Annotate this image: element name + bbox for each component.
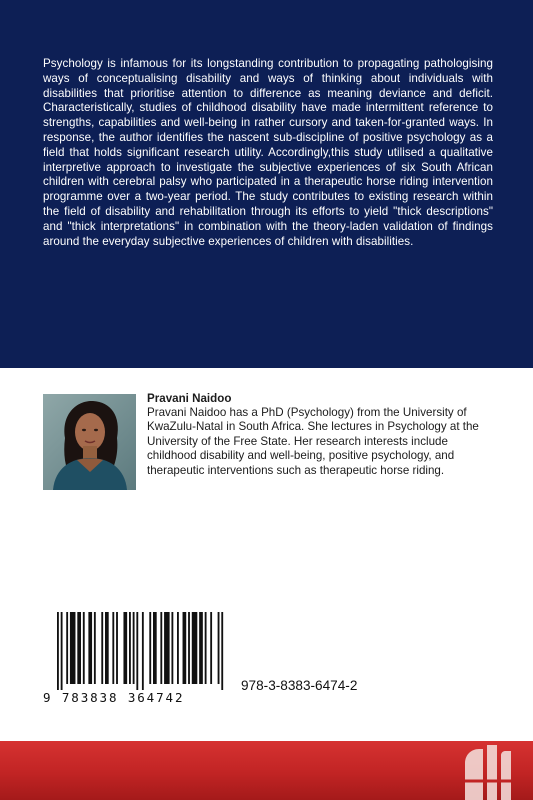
barcode-bar (57, 612, 59, 690)
barcode-bar (105, 612, 109, 684)
barcode-bar (129, 612, 131, 684)
barcode-bar (133, 612, 135, 684)
author-photo (43, 394, 136, 490)
barcode-bars (57, 612, 225, 690)
author-bio: Pravani Naidoo has a PhD (Psychology) from the University of KwaZulu-Natal in South Africa. She lectures in Psychology at the University of the Free State. Her research interests include childhood disability and well-being, positive psychology, and therapeutic interventions such as therapeutic horse riding. (147, 406, 479, 477)
barcode-bar (83, 612, 85, 684)
barcode-bar (171, 612, 173, 684)
barcode-bar (88, 612, 92, 684)
isbn-number: 978-3-8383-6474-2 (241, 678, 358, 693)
barcode-bar (210, 612, 212, 684)
barcode-bar (66, 612, 68, 684)
barcode-bar (116, 612, 118, 684)
barcode-bar (192, 612, 198, 684)
barcode-bar (136, 612, 138, 690)
publisher-logo-icon (457, 741, 519, 800)
barcode-bar (142, 612, 144, 690)
barcode-bar (101, 612, 103, 684)
author-name: Pravani Naidoo (147, 392, 232, 405)
barcode-bar (94, 612, 96, 684)
blurb-panel (0, 0, 533, 368)
barcode-bar (221, 612, 223, 690)
barcode-bar (183, 612, 187, 684)
barcode-bar (112, 612, 114, 684)
barcode-bar (218, 612, 220, 684)
book-blurb: Psychology is infamous for its longstanding contribution to propagating pathologising ways of conceptualising disability and ways of thinking about individuals with disabilities that prioritise attention to difference as meaning deviance and deficit. Characteristically, studies of childhood disability have made intermittent reference to strengths, capabilities and well-being in rather cursory and taken-for-granted ways. In response, the author identifies the nascent sub-discipline of positive psychology as a field that holds significant research utility. Accordingly,this study utilised a qualitative interpretive approach to investigate the subjective experiences of six South African children with cerebral palsy who participated in a therapeutic horse riding intervention programme over a two-year period. The study contributes to existing research within the field of disability and rehabilitation through its efforts to yield "thick descriptions" and "thick interpretations" in combination with the theory-laden validation of findings around the everyday subjective experiences of children with disabilities. (43, 57, 493, 248)
publisher-band (0, 741, 533, 800)
barcode-bar (164, 612, 170, 684)
barcode-bar (77, 612, 81, 684)
barcode-bar (160, 612, 162, 684)
barcode-bar (70, 612, 76, 684)
barcode-bar (205, 612, 207, 684)
barcode-bar (177, 612, 179, 684)
isbn-barcode (43, 612, 225, 704)
barcode-bar (123, 612, 127, 684)
barcode-bar (153, 612, 157, 684)
barcode-bar (188, 612, 190, 684)
barcode-bar (199, 612, 203, 684)
barcode-bar (61, 612, 63, 690)
barcode-digits: 9 783838 364742 (43, 690, 185, 705)
barcode-bar (149, 612, 151, 684)
